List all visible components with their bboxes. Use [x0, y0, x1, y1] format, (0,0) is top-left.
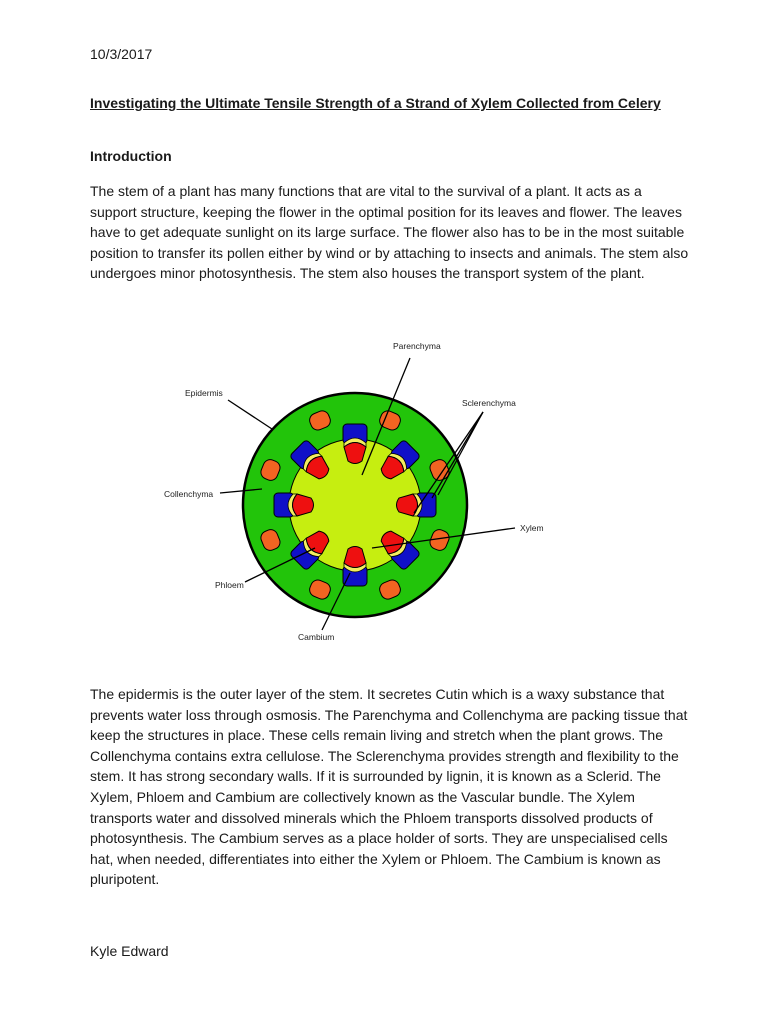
xylem-block — [344, 547, 366, 568]
intro-paragraph: The stem of a plant has many functions that are vital to the survival of a plant. It acts as a support structure, keeping the flower in the optimal position for its leaves and flower. The leaves have to get adequate sunlight on its large surface. The flower also has to be in the most suitable position to transfer its pollen either by wind or by attaching to insects and animals. The stem also undergoes minor photosynthesis. The stem also houses the transport system of the plant. — [90, 183, 689, 282]
document-title: Investigating the Ultimate Tensile Strength of a Strand of Xylem Collected from Celery — [90, 95, 661, 111]
cambium-label: Cambium — [298, 632, 335, 642]
xylem-block — [293, 494, 314, 516]
phloem-label: Phloem — [215, 580, 244, 590]
collenchyma-label: Collenchyma — [164, 489, 214, 499]
author-name: Kyle Edward — [90, 943, 169, 959]
vascular-bundle — [397, 493, 437, 517]
epidermis-label: Epidermis — [185, 388, 223, 398]
parenchyma-label: Parenchyma — [393, 341, 441, 351]
section-heading: Introduction — [90, 148, 172, 164]
vascular-bundle — [343, 424, 367, 464]
document-date: 10/3/2017 — [90, 46, 153, 62]
epidermis-pointer — [228, 400, 272, 429]
sclerenchyma-label: Sclerenchyma — [462, 398, 516, 408]
xylem-block — [344, 443, 366, 464]
stem-cross-section-diagram — [150, 330, 570, 650]
vascular-bundle — [274, 493, 314, 517]
body-paragraph: The epidermis is the outer layer of the stem. It secretes Cutin which is a waxy substance that prevents water loss through osmosis. The Parenchyma and Collenchyma are packing tissue that keep the structures in place. These cells remain living and stretch when the plant grows. The Collenchyma contains extra cellulose. The Sclerenchyma provides strength and flexibility to the stem. It has strong secondary walls. If it is surrounded by lignin, it is known as a Sclerid. The Xylem, Phloem and Cambium are collectively known as the Vascular bundle. The Xylem transports water and dissolved minerals which the Phloem transports dissolved products of photosynthesis. The Cambium serves as a place holder of sorts. They are unspecialised cells hat, when needed, differentiates into either the Xylem or Phloem. The Cambium is known as pluripotent. — [90, 686, 688, 888]
xylem-label: Xylem — [520, 523, 544, 533]
